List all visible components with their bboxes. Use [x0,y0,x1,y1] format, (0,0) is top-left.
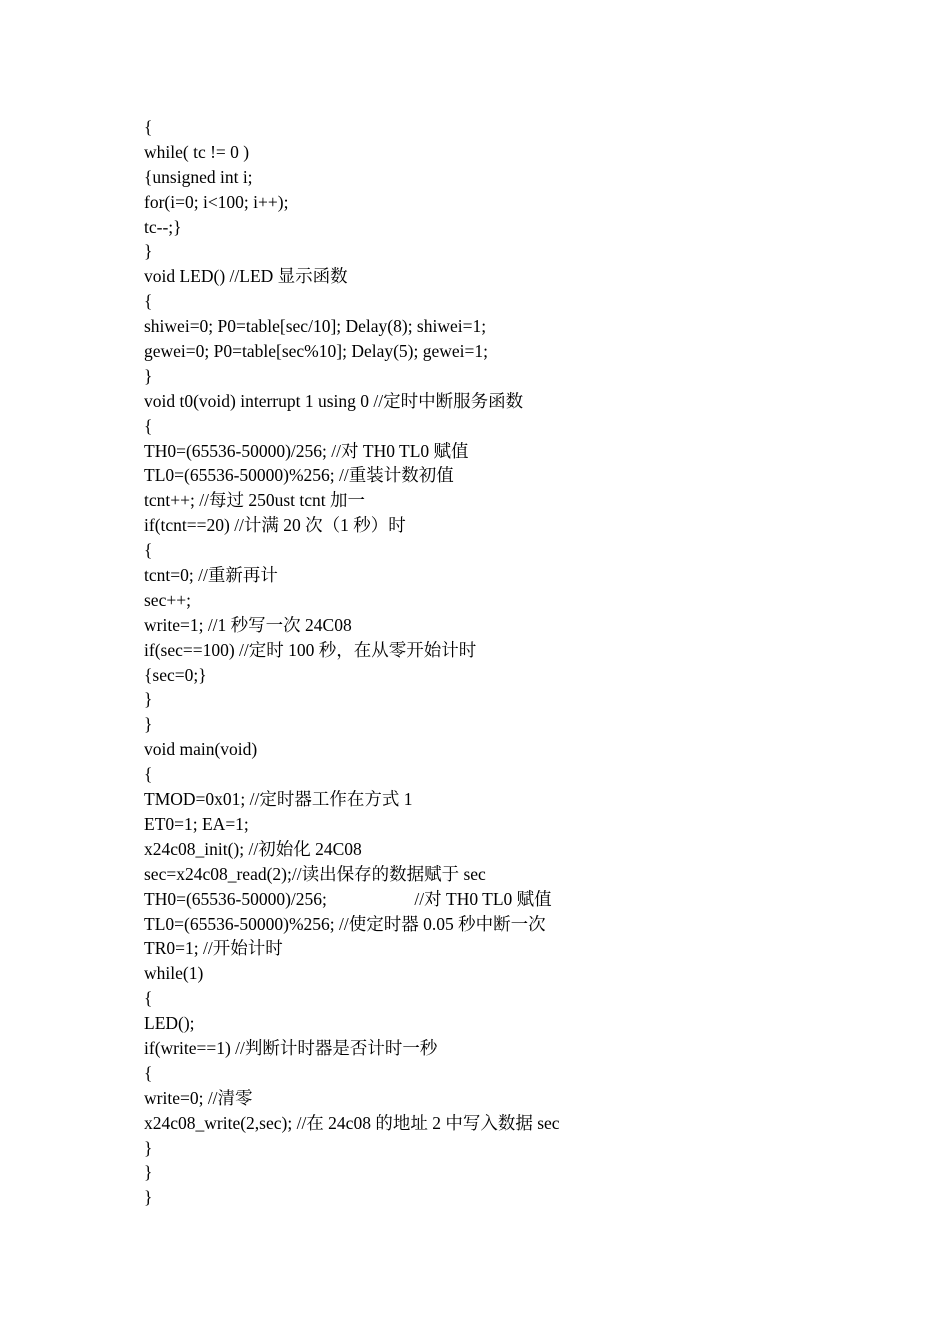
code-line: } [144,1187,153,1208]
code-line: { [144,540,153,561]
code-line: TL0=(65536-50000)%256; //重装计数初值 [144,465,454,486]
code-line: {unsigned int i; [144,166,253,187]
code-line: } [144,714,153,735]
code-line: { [144,764,153,785]
code-line: void main(void) [144,739,258,760]
code-line: sec++; [144,589,191,610]
code-line: } [144,1162,153,1183]
code-line: gewei=0; P0=table[sec%10]; Delay(5); gewei=1; [144,341,489,362]
code-line: { [144,1062,153,1083]
code-line: for(i=0; i<100; i++); [144,191,289,212]
code-line: TMOD=0x01; //定时器工作在方式 1 [144,789,413,810]
code-line: void t0(void) interrupt 1 using 0 //定时中断服务函数 [144,390,524,411]
code-line: if(tcnt==20) //计满 20 次（1 秒）时 [144,515,406,536]
code-line: tcnt++; //每过 250ust tcnt 加一 [144,490,365,511]
code-line: {sec=0;} [144,664,207,685]
code-line: tcnt=0; //重新再计 [144,565,278,586]
code-line: { [144,291,153,312]
code-line: x24c08_init(); //初始化 24C08 [144,838,362,859]
code-line: } [144,365,153,386]
code-line: TL0=(65536-50000)%256; //使定时器 0.05 秒中断一次 [144,913,546,934]
code-line: ET0=1; EA=1; [144,813,249,834]
code-line: write=0; //清零 [144,1087,253,1108]
code-line: while( tc != 0 ) [144,141,250,162]
code-line: TH0=(65536-50000)/256; //对 TH0 TL0 赋值 [144,440,469,461]
code-line: if(write==1) //判断计时器是否计时一秒 [144,1037,438,1058]
code-line: tc--;} [144,216,182,237]
code-line: while(1) [144,963,204,984]
code-line: { [144,415,153,436]
code-line: shiwei=0; P0=table[sec/10]; Delay(8); shiwei=1; [144,316,487,337]
code-line: { [144,117,153,137]
code-listing [144,115,904,1210]
code-line: void LED() //LED 显示函数 [144,266,348,287]
code-line: LED(); [144,1013,195,1034]
code-line: TH0=(65536-50000)/256; //对 TH0 TL0 赋值 [144,888,552,909]
code-line: TR0=1; //开始计时 [144,938,283,959]
code-line: x24c08_write(2,sec); //在 24c08 的地址 2 中写入数据 sec [144,1112,560,1133]
code-line: write=1; //1 秒写一次 24C08 [144,614,352,635]
code-line: sec=x24c08_read(2);//读出保存的数据赋于 sec [144,863,486,884]
code-line: } [144,689,153,710]
code-line: { [144,988,153,1009]
code-line: } [144,241,153,262]
code-line: } [144,1137,153,1158]
code-line: if(sec==100) //定时 100 秒，在从零开始计时 [144,639,477,660]
